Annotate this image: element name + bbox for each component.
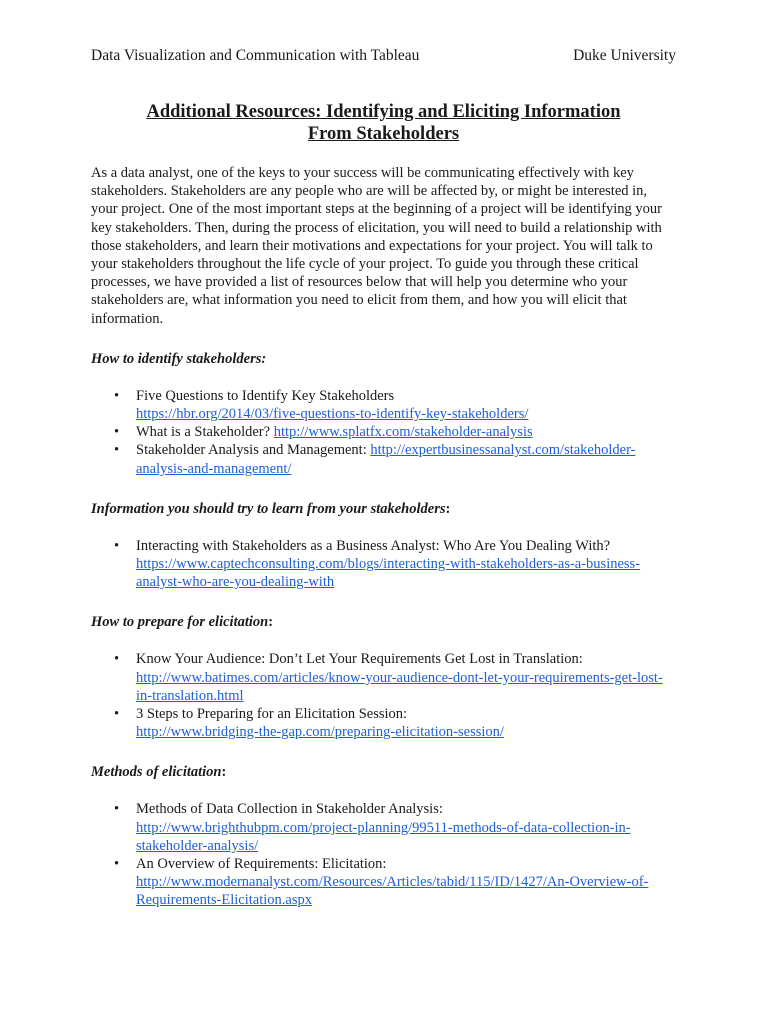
bullet-icon: • bbox=[114, 424, 120, 441]
resource-list-learn bbox=[91, 537, 676, 592]
resource-title: Five Questions to Identify Key Stakeholders bbox=[136, 387, 395, 404]
university-name: Duke University bbox=[573, 47, 676, 64]
resource-link[interactable]: http://www.batimes.com/articles/know-your-audience-dont-let-your-requirements-get-lost-in-translation.html bbox=[136, 669, 663, 704]
resource-list-identify bbox=[91, 387, 676, 478]
resource-list-prepare bbox=[91, 650, 676, 741]
document-body bbox=[91, 101, 676, 910]
title-line-1: Additional Resources: Identifying and Eliciting Information bbox=[146, 102, 621, 122]
section-heading-prepare bbox=[91, 613, 676, 631]
section-heading-colon: : bbox=[268, 614, 274, 631]
resource-link[interactable]: https://www.captechconsulting.com/blogs/interacting-with-stakeholders-as-a-business-analyst-who-are-you-dealing-with bbox=[136, 556, 641, 591]
resource-title: Interacting with Stakeholders as a Business Analyst: Who Are You Dealing With? bbox=[136, 537, 611, 554]
list-item bbox=[91, 537, 676, 592]
bullet-icon: • bbox=[114, 387, 120, 404]
resource-link[interactable]: http://www.brighthubpm.com/project-planning/99511-methods-of-data-collection-in-stakeholder-analysis/ bbox=[136, 819, 631, 854]
bullet-icon: • bbox=[114, 801, 120, 818]
resource-link[interactable]: http://www.bridging-the-gap.com/preparing-elicitation-session/ bbox=[136, 724, 504, 741]
resource-title: An Overview of Requirements: Elicitation: bbox=[136, 856, 387, 873]
bullet-icon: • bbox=[114, 706, 120, 723]
resource-list-methods bbox=[91, 800, 676, 909]
resource-title: Stakeholder Analysis and Management: bbox=[136, 442, 367, 459]
section-heading-colon: : bbox=[221, 764, 227, 781]
page-header bbox=[91, 47, 676, 65]
list-item bbox=[91, 387, 676, 423]
resource-link[interactable]: https://hbr.org/2014/03/five-questions-to-identify-key-stakeholders/ bbox=[136, 406, 529, 423]
section-heading-colon: : bbox=[445, 500, 451, 517]
list-item bbox=[91, 423, 676, 441]
resource-link[interactable]: http://www.splatfx.com/stakeholder-analysis bbox=[273, 424, 533, 441]
bullet-icon: • bbox=[114, 651, 120, 668]
resource-link[interactable]: http://www.modernanalyst.com/Resources/Articles/tabid/115/ID/1427/An-Overview-of-Requirements-Elicitation.aspx bbox=[136, 874, 649, 909]
section-heading-text: Methods of elicitation bbox=[91, 764, 222, 781]
section-heading-methods bbox=[91, 763, 676, 781]
course-title: Data Visualization and Communication with Tableau bbox=[91, 47, 420, 64]
list-item bbox=[91, 441, 676, 477]
section-heading-text: How to prepare for elicitation bbox=[91, 614, 269, 631]
list-item bbox=[91, 650, 676, 705]
section-heading-identify bbox=[91, 350, 676, 368]
list-item bbox=[91, 800, 676, 855]
resource-link[interactable]: http://expertbusinessanalyst.com/stakeholder-analysis-and-management/ bbox=[136, 442, 636, 477]
resource-title: Know Your Audience: Don’t Let Your Requirements Get Lost in Translation: bbox=[136, 651, 583, 668]
bullet-icon: • bbox=[114, 537, 120, 554]
bullet-icon: • bbox=[114, 442, 120, 459]
resource-title: Methods of Data Collection in Stakeholder Analysis: bbox=[136, 801, 443, 818]
bullet-icon: • bbox=[114, 856, 120, 873]
resource-title: 3 Steps to Preparing for an Elicitation Session: bbox=[136, 706, 408, 723]
section-heading-text: Information you should try to learn from your stakeholders bbox=[91, 500, 446, 517]
list-item bbox=[91, 855, 676, 910]
intro-paragraph: As a data analyst, one of the keys to your success will be communicating effectively with key stakeholders. Stakeholders are any people who are will be affected by, or might be interested in, your project. One of the most important steps at the beginning of a project will be identifying your key stakeholders. Then, during the process of elicitation, you will need to build a relationship with those stakeholders, and learn their motivations and expectations for your project. You will talk to your stakeholders throughout the life cycle of your project. To guide you through these critical processes, we have provided a list of resources below that will help you determine who your stakeholders are, what information you need to elicit from them, and how you will elicit that information. bbox=[91, 165, 663, 327]
section-heading-text: How to identify stakeholders: bbox=[91, 350, 267, 367]
document-title bbox=[91, 101, 676, 145]
section-heading-learn bbox=[91, 500, 676, 518]
list-item bbox=[91, 705, 676, 741]
resource-title: What is a Stakeholder? bbox=[136, 424, 271, 441]
title-line-2: From Stakeholders bbox=[307, 124, 460, 144]
